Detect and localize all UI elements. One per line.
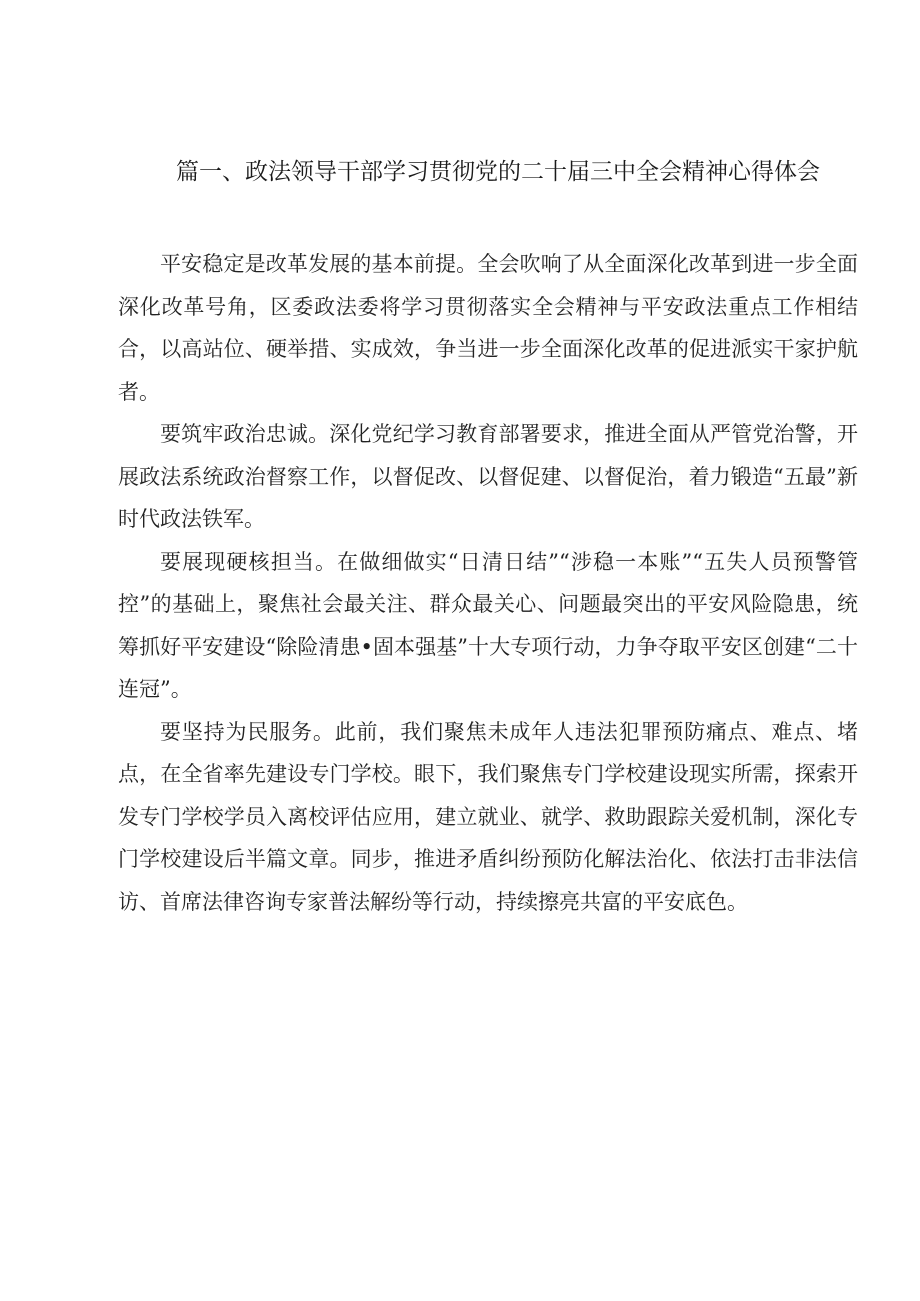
document-title: 篇一、政法领导干部学习贯彻党的二十届三中全会精神心得体会	[176, 159, 820, 185]
document-body	[118, 243, 858, 923]
paragraph-hardcore-responsibility: 要展现硬核担当。在做细做实“日清日结”“涉稳一本账”“五失人员预警管控”的基础上，聚焦社会最关注、群众最关心、问题最突出的平安风险隐患，统筹抓好平安建设“除险清患•固本强基”十大专项行动，力争夺取平安区创建“二十连冠”。	[118, 549, 858, 701]
paragraph-stability: 平安稳定是改革发展的基本前提。全会吹响了从全面深化改革到进一步全面深化改革号角，区委政法委将学习贯彻落实全会精神与平安政法重点工作相结合，以高站位、硬举措、实成效，争当进一步全面深化改革的促进派实干家护航者。	[118, 252, 858, 404]
paragraph-serve-people: 要坚持为民服务。此前，我们聚焦未成年人违法犯罪预防痛点、难点、堵点，在全省率先建设专门学校。眼下，我们聚焦专门学校建设现实所需，探索开发专门学校学员入离校评估应用，建立就业、就学、救助跟踪关爱机制，深化专门学校建设后半篇文章。同步，推进矛盾纠纷预防化解法治化、依法打击非法信访、首席法律咨询专家普法解纷等行动，持续擦亮共富的平安底色。	[118, 719, 858, 914]
paragraph-political-loyalty: 要筑牢政治忠诚。深化党纪学习教育部署要求，推进全面从严管党治警，开展政法系统政治督察工作，以督促改、以督促建、以督促治，着力锻造“五最”新时代政法铁军。	[118, 422, 858, 531]
